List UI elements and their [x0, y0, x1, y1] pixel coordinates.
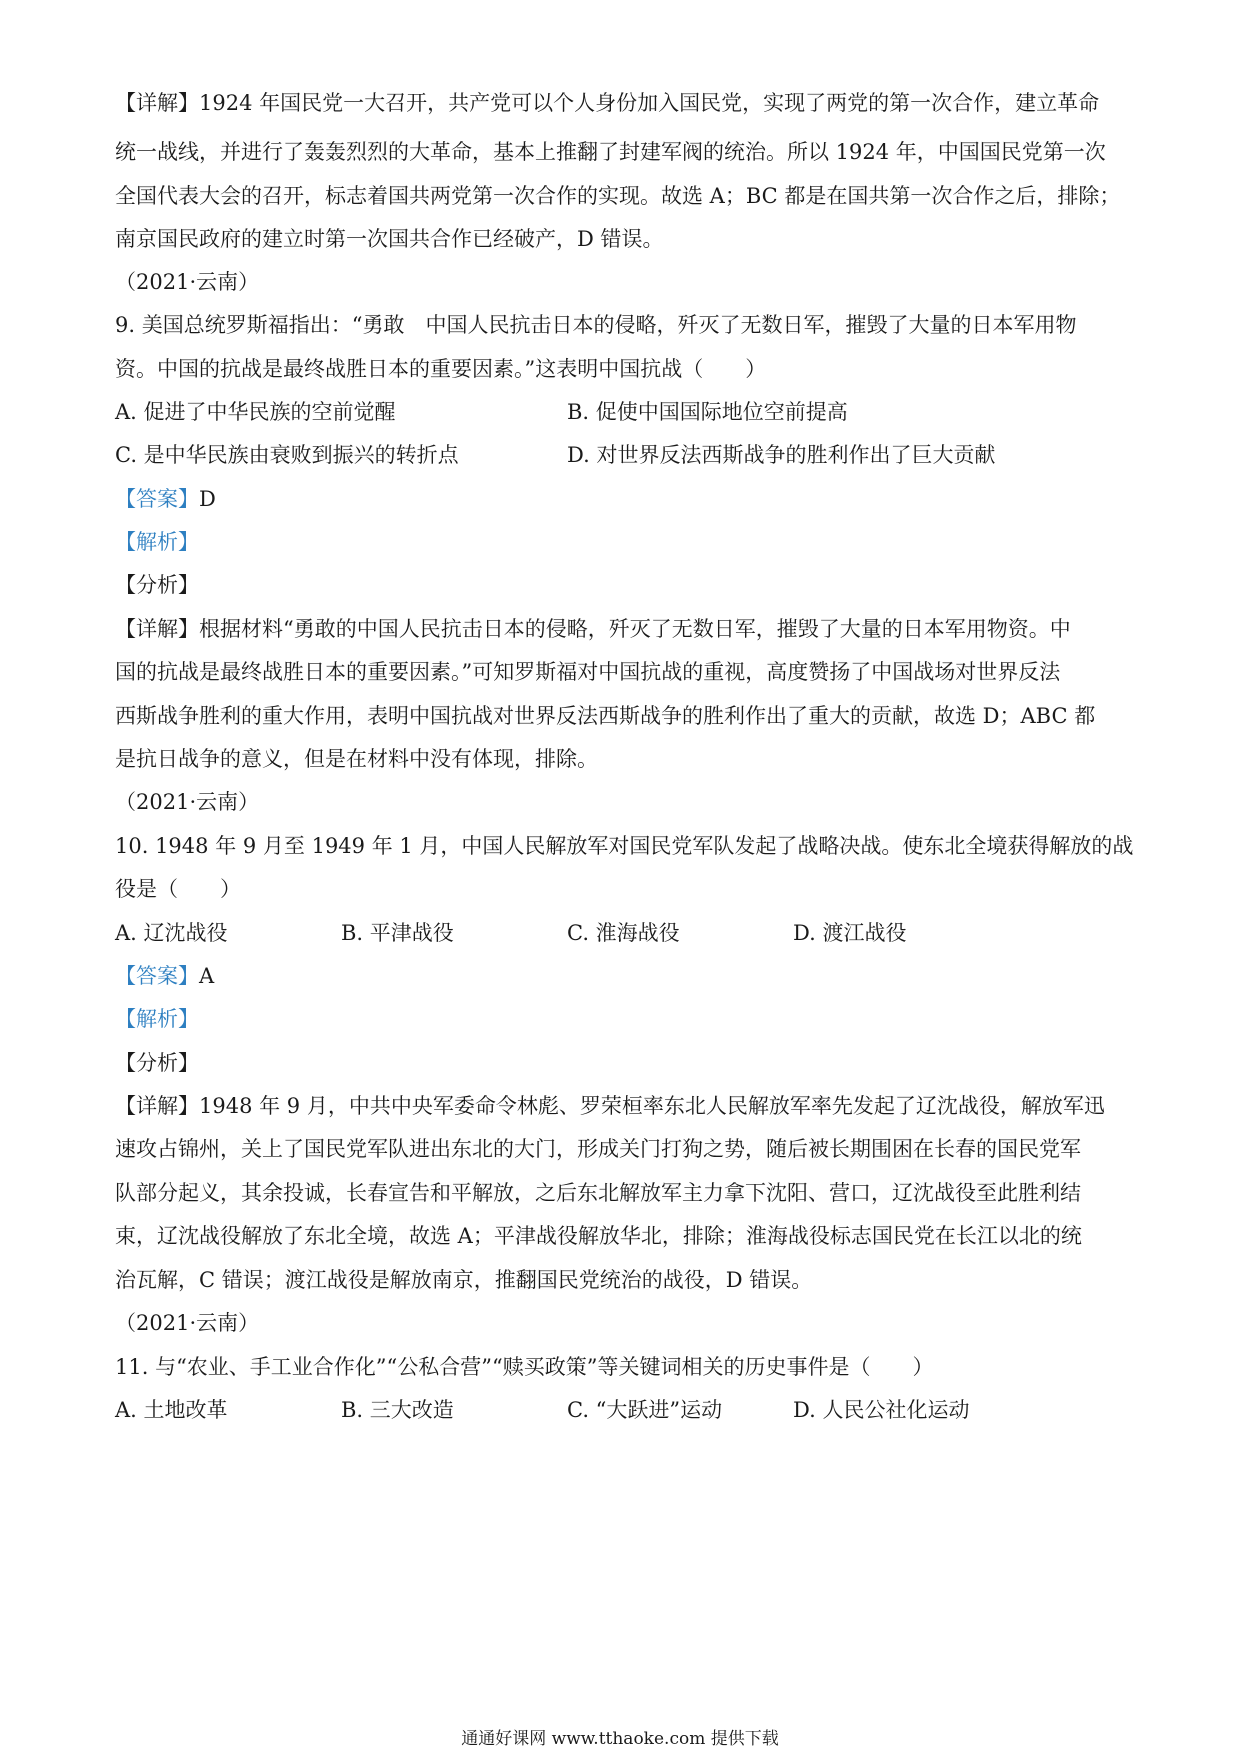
line-text: 1924 年国民党一大召开，共产党可以个人身份加入国民党，实现了两党的第一次合作，建立革命: [199, 91, 1100, 115]
section-label: 【分析】: [115, 1051, 199, 1075]
section-label: 【分析】: [115, 573, 199, 597]
line-text: 南京国民政府的建立时第一次国共合作已经破产，D 错误。: [115, 227, 664, 251]
line-text: 9. 美国总统罗斯福指出：“勇敢 中国人民抗击日本的侵略，歼灭了无数日军，摧毁了大量的日本军用物: [115, 313, 1077, 337]
text-line: [115, 1221, 1130, 1251]
line-text: （2021·云南）: [115, 270, 260, 294]
line-text: 11. 与“农业、手工业合作化”“公私合营”“赎买政策”等关键词相关的历史事件是（ ）: [115, 1355, 934, 1379]
answer-option: C. 淮海战役: [567, 921, 680, 945]
answer-option: D. 人民公社化运动: [793, 1398, 970, 1422]
section-label: 【详解】: [115, 1094, 199, 1118]
line-text: 根据材料“勇敢的中国人民抗击日本的侵略，歼灭了无数日军，摧毁了大量的日本军用物资。中: [199, 617, 1071, 641]
page-footer: 通通好课网 www.tthaoke.com 提供下载: [461, 1729, 779, 1749]
line-text: 是抗日战争的意义，但是在材料中没有体现，排除。: [115, 747, 598, 771]
text-line: [115, 1308, 1130, 1338]
text-line: [115, 1091, 1130, 1121]
line-text: 资。中国的抗战是最终战胜日本的重要因素。”这表明中国抗战（ ）: [115, 357, 767, 381]
line-text: A: [199, 964, 215, 988]
answer-option: A. 辽沈战役: [115, 921, 228, 945]
line-text: 国的抗战是最终战胜日本的重要因素。”可知罗斯福对中国抗战的重视，高度赞扬了中国战场对世界反法: [115, 660, 1061, 684]
line-text: （2021·云南）: [115, 1311, 260, 1335]
section-label: 【详解】: [115, 91, 199, 115]
line-text: （2021·云南）: [115, 790, 260, 814]
text-line: [115, 224, 1130, 254]
line-text: 1948 年 9 月，中共中央军委命令林彪、罗荣桓率东北人民解放军率先发起了辽沈战役，解放军迅: [199, 1094, 1105, 1118]
option-row: [115, 440, 1130, 470]
line-text: 役是（ ）: [115, 877, 241, 901]
answer-label: 【解析】: [115, 1007, 199, 1031]
text-line: [115, 787, 1130, 817]
text-line: [115, 744, 1130, 774]
answer-option: C. “大跃进”运动: [567, 1398, 723, 1422]
answer-option: A. 促进了中华民族的空前觉醒: [115, 400, 396, 424]
section-label: 【详解】: [115, 617, 199, 641]
answer-label: 【解析】: [115, 530, 199, 554]
text-line: [115, 701, 1130, 731]
text-line: [115, 657, 1130, 687]
text-line: [115, 354, 1130, 384]
line-text: D: [199, 487, 216, 511]
text-line: [115, 310, 1130, 340]
text-line: [115, 874, 1130, 904]
text-line: [115, 181, 1130, 211]
answer-option: B. 促使中国国际地位空前提高: [567, 400, 848, 424]
text-line: [115, 1265, 1130, 1295]
line-text: 治瓦解，C 错误；渡江战役是解放南京，推翻国民党统治的战役，D 错误。: [115, 1268, 813, 1292]
text-line: [115, 1048, 1130, 1078]
line-text: 束，辽沈战役解放了东北全境，故选 A；平津战役解放华北，排除；淮海战役标志国民党在长江以北的统: [115, 1224, 1082, 1248]
line-text: 西斯战争胜利的重大作用，表明中国抗战对世界反法西斯战争的胜利作出了重大的贡献，故选 D；ABC 都: [115, 704, 1096, 728]
option-row: [115, 1395, 1130, 1425]
answer-option: A. 土地改革: [115, 1398, 228, 1422]
answer-option: D. 渡江战役: [793, 921, 907, 945]
text-line: [115, 137, 1130, 167]
text-line: [115, 484, 1130, 514]
line-text: 队部分起义，其余投诚，长春宣告和平解放，之后东北解放军主力拿下沈阳、营口，辽沈战役至此胜利结: [115, 1181, 1081, 1205]
text-line: [115, 1352, 1130, 1382]
text-line: [115, 88, 1130, 118]
answer-option: B. 平津战役: [341, 921, 454, 945]
text-line: [115, 1004, 1130, 1034]
answer-option: D. 对世界反法西斯战争的胜利作出了巨大贡献: [567, 443, 996, 467]
text-line: [115, 961, 1130, 991]
text-line: [115, 570, 1130, 600]
line-text: 速攻占锦州，关上了国民党军队进出东北的大门，形成关门打狗之势，随后被长期围困在长春的国民党军: [115, 1137, 1081, 1161]
text-line: [115, 614, 1130, 644]
answer-option: C. 是中华民族由衰败到振兴的转折点: [115, 443, 459, 467]
answer-label: 【答案】: [115, 487, 199, 511]
text-line: [115, 527, 1130, 557]
line-text: 统一战线，并进行了轰轰烈烈的大革命，基本上推翻了封建军阀的统治。所以 1924 年，中国国民党第一次: [115, 140, 1106, 164]
answer-option: B. 三大改造: [341, 1398, 454, 1422]
option-row: [115, 397, 1130, 427]
line-text: 10. 1948 年 9 月至 1949 年 1 月，中国人民解放军对国民党军队发起了战略决战。使东北全境获得解放的战: [115, 834, 1134, 858]
text-line: [115, 1178, 1130, 1208]
text-line: [115, 267, 1130, 297]
text-line: [115, 1134, 1130, 1164]
option-row: [115, 918, 1130, 948]
line-text: 全国代表大会的召开，标志着国共两党第一次合作的实现。故选 A；BC 都是在国共第一次合作之后，排除；: [115, 184, 1121, 208]
answer-label: 【答案】: [115, 964, 199, 988]
text-line: [115, 831, 1134, 861]
